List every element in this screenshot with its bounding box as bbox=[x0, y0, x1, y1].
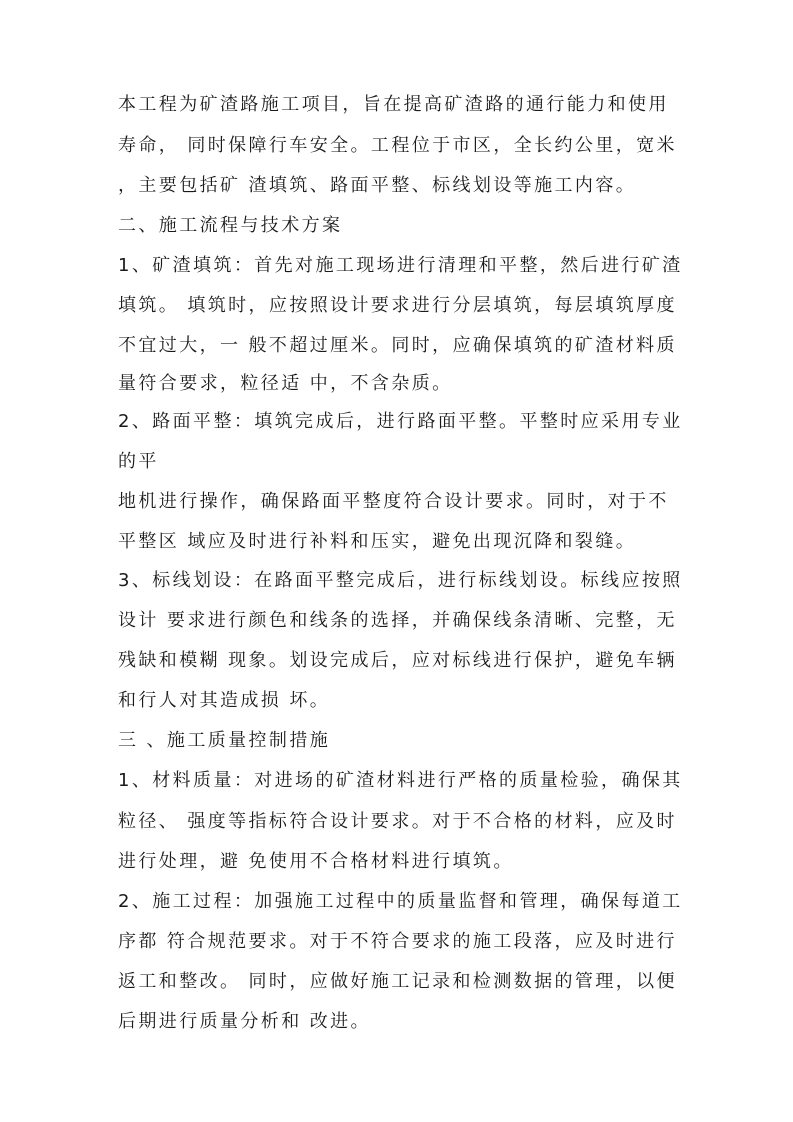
paragraph-line: 残缺和模糊 现象。划设完成后，应对标线进行保护，避免车辆 bbox=[118, 650, 677, 671]
paragraph-line: 寿命， 同时保障行车安全。工程位于市区，全长约公里，宽米 bbox=[118, 135, 677, 156]
paragraph-line: 1、材料质量：对进场的矿渣材料进行严格的质量检验，确保其 bbox=[118, 770, 683, 791]
paragraph-line: 设计 要求进行颜色和线条的选择，并确保线条清晰、完整，无 bbox=[118, 610, 677, 631]
paragraph-line: 2、路面平整：填筑完成后，进行路面平整。平整时应采用专业 bbox=[118, 411, 683, 432]
section-heading: 二、施工流程与技术方案 bbox=[118, 215, 343, 236]
paragraph-line: 量符合要求，粒径适 中，不含杂质。 bbox=[118, 373, 453, 394]
paragraph-line: 后期进行质量分析和 改进。 bbox=[118, 1011, 371, 1032]
paragraph-line: 粒径、 强度等指标符合设计要求。对于不合格的材料，应及时 bbox=[118, 811, 677, 832]
paragraph-line: 平整区 域应及时进行补料和压实，避免出现沉降和裂缝。 bbox=[118, 531, 637, 552]
paragraph-line: 填筑。 填筑时，应按照设计要求进行分层填筑，每层填筑厚度 bbox=[118, 295, 677, 316]
paragraph-line: 不宜过大，一 般不超过厘米。同时，应确保填筑的矿渣材料质 bbox=[118, 335, 677, 356]
section-heading: 三 、施工质量控制措施 bbox=[118, 730, 331, 751]
paragraph-line: 1、矿渣填筑：首先对施工现场进行清理和平整，然后进行矿渣 bbox=[118, 255, 683, 276]
paragraph-line: 地机进行操作，确保路面平整度符合设计要求。同时，对于不 bbox=[118, 491, 669, 512]
paragraph-line: 3、标线划设：在路面平整完成后，进行标线划设。标线应按照 bbox=[118, 570, 683, 591]
paragraph-line: 本工程为矿渣路施工项目，旨在提高矿渣路的通行能力和使用 bbox=[118, 94, 669, 115]
paragraph-line: 序都 符合规范要求。对于不符合要求的施工段落，应及时进行 bbox=[118, 931, 677, 952]
paragraph-line: 返工和整改。 同时，应做好施工记录和检测数据的管理，以便 bbox=[118, 971, 677, 992]
paragraph-line: 进行处理，避 免使用不合格材料进行填筑。 bbox=[118, 851, 514, 872]
paragraph-line: 的平 bbox=[118, 451, 159, 472]
paragraph-line: 2、施工过程：加强施工过程中的质量监督和管理，确保每道工 bbox=[118, 891, 683, 912]
paragraph-line: 和行人对其造成损 坏。 bbox=[118, 690, 331, 711]
paragraph-line: ，主要包括矿 渣填筑、路面平整、标线划设等施工内容。 bbox=[118, 175, 637, 196]
